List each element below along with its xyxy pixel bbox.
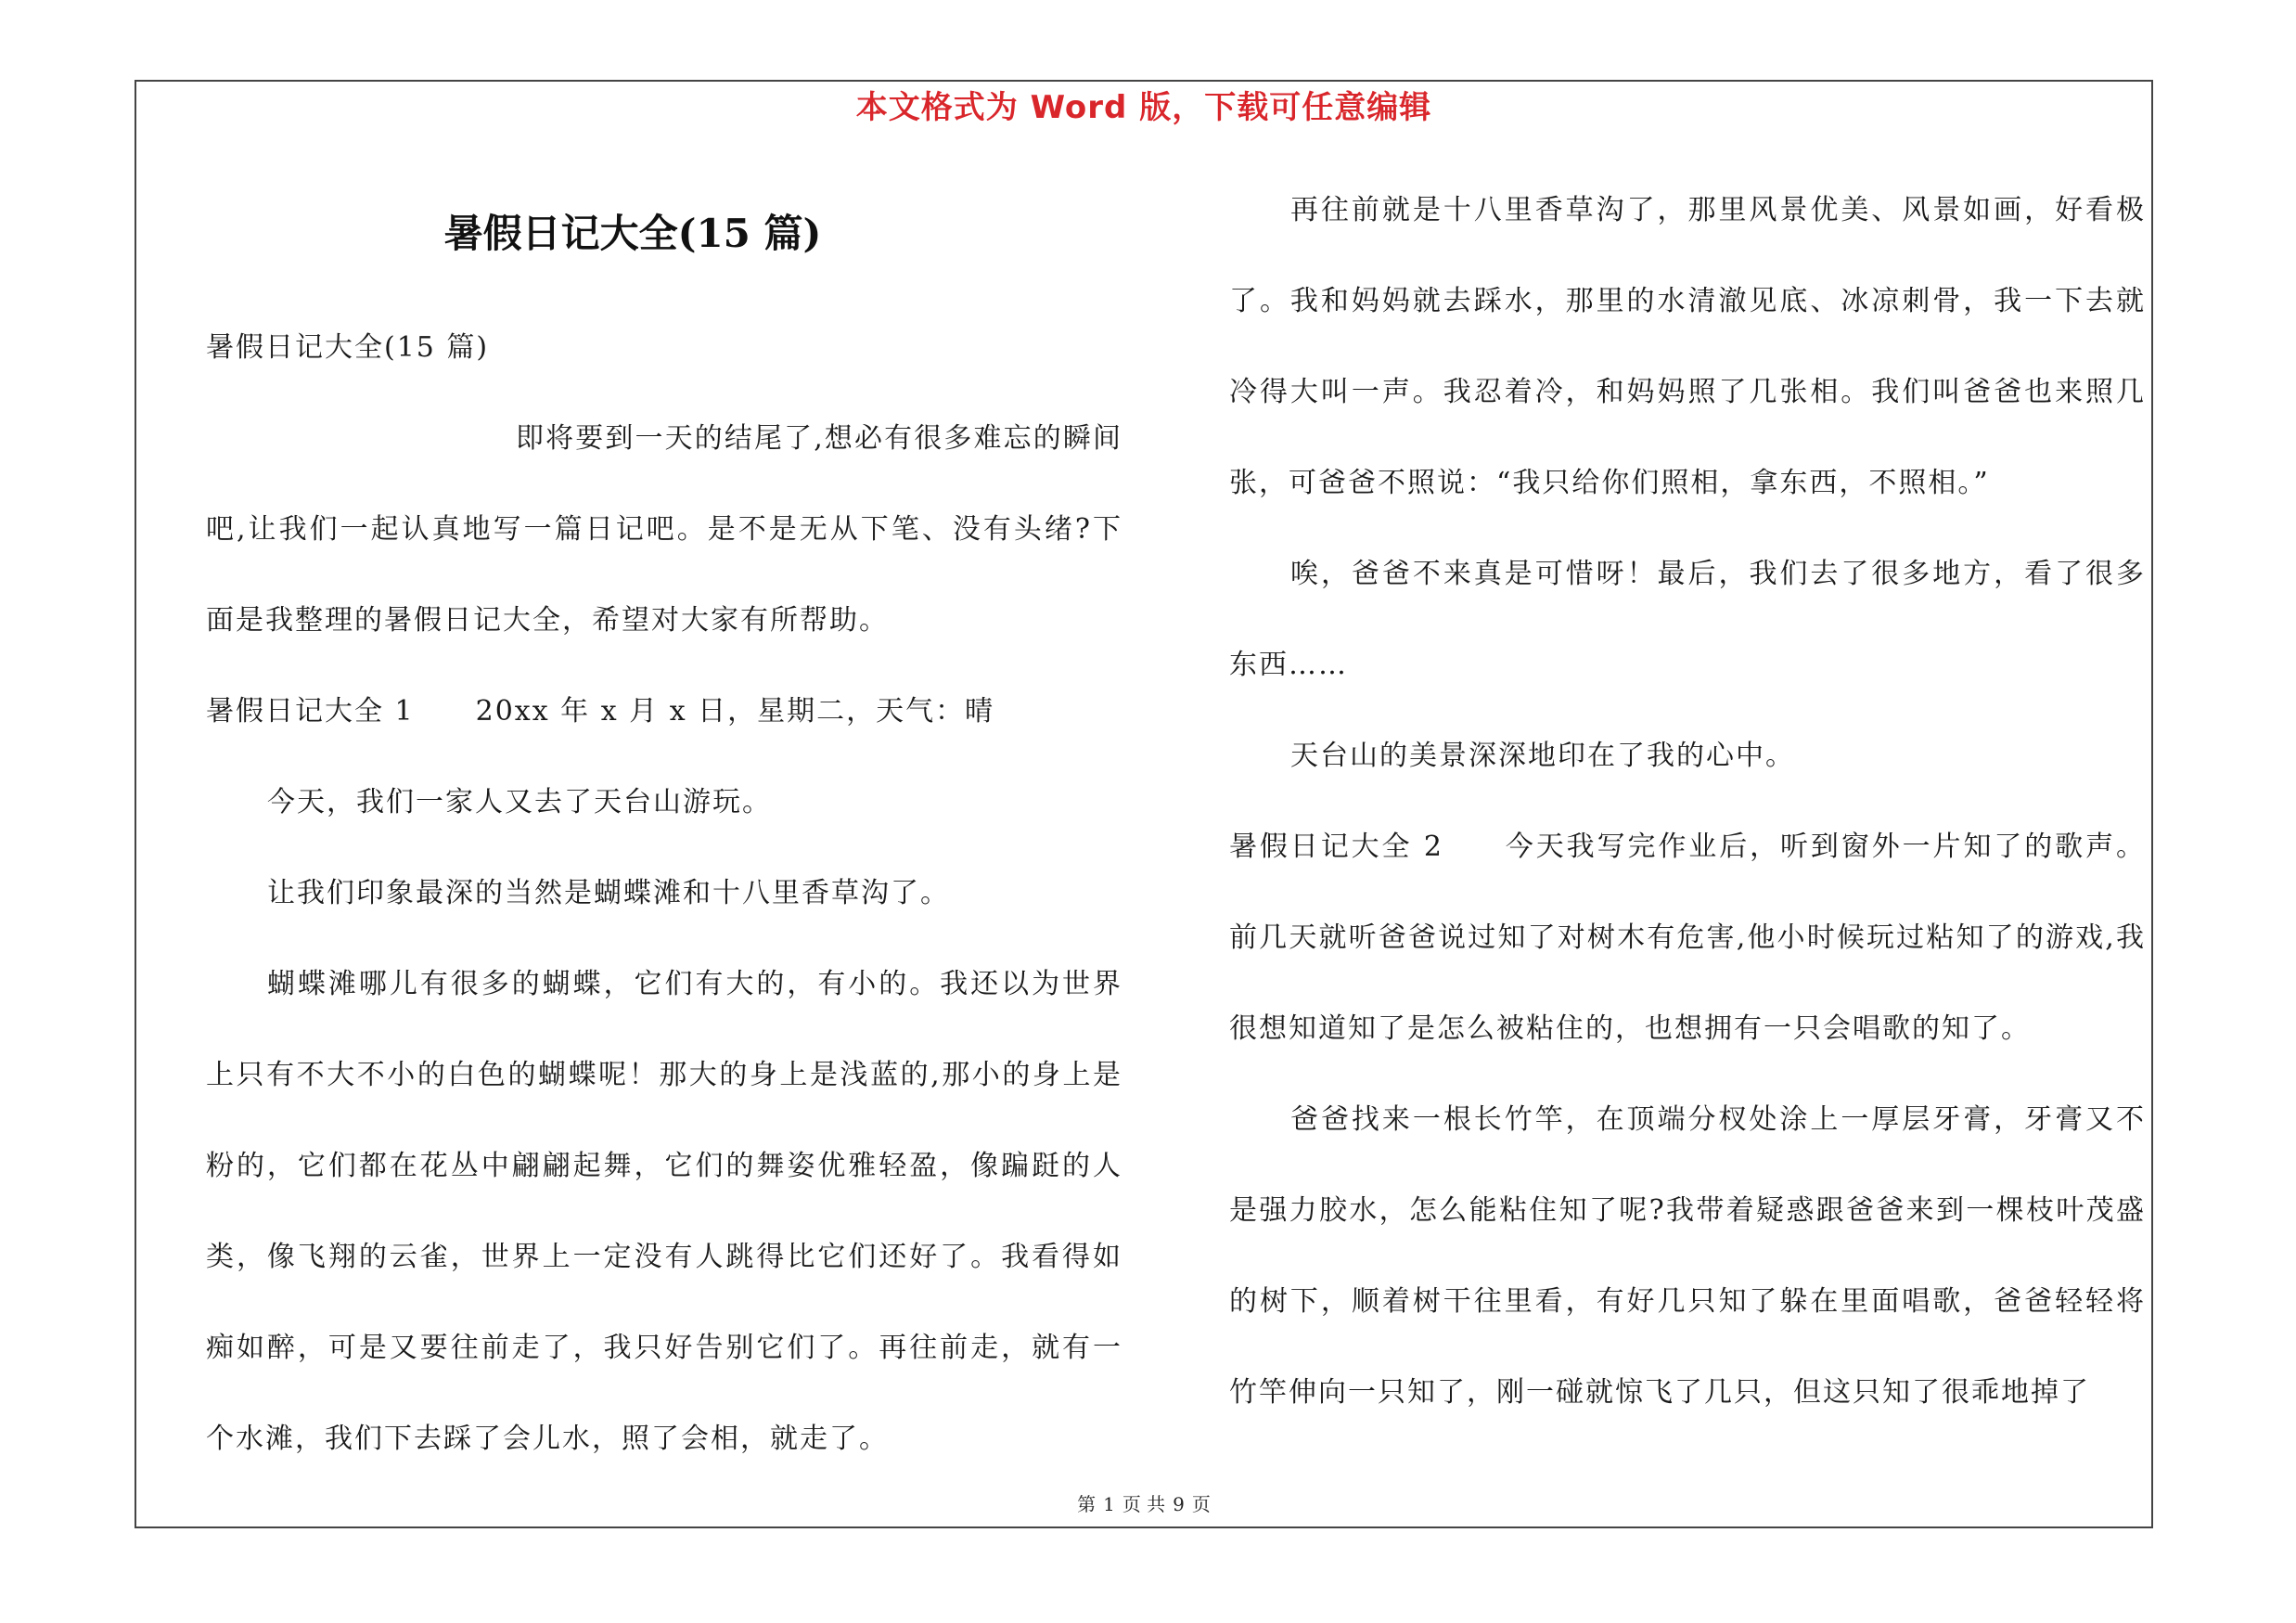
footer-prefix: 第	[1077, 1493, 1097, 1515]
entry-heading: 暑假日记大全 1	[206, 695, 415, 728]
left-column	[206, 303, 1122, 1485]
entry-heading: 暑假日记大全 2	[1229, 831, 1443, 863]
entry-block	[1229, 802, 2146, 1075]
entry-date: 20xx 年 x 月 x 日，星期二，天气：晴	[475, 695, 995, 728]
paragraph: 唉，爸爸不来真是可惜呀！最后，我们去了很多地方，看了很多东西……	[1229, 558, 2146, 681]
intro-paragraph: 即将要到一天的结尾了,想必有很多难忘的瞬间吧,让我们一起认真地写一篇日记吧。是不是无从下笔、没有头绪?下面是我整理的暑假日记大全，希望对大家有所帮助。	[206, 422, 1122, 637]
document-title: 暑假日记大全(15 篇)	[443, 211, 822, 256]
entry-text: 今天我写完作业后，听到窗外一片知了的歌声。前几天就听爸爸说过知了对树木有危害,他小时候玩过粘知了的游戏,我很想知道知了是怎么被粘住的，也想拥有一只会唱歌的知了。	[1229, 831, 2146, 1045]
paragraph: 让我们印象最深的当然是蝴蝶滩和十八里香草沟了。	[267, 877, 950, 909]
header-banner: 本文格式为 Word 版，下载可任意编辑	[855, 89, 1432, 126]
footer-middle: 页 共	[1122, 1493, 1166, 1515]
footer-page-number: 1	[1103, 1493, 1115, 1515]
right-column	[1229, 165, 2146, 1438]
page-footer	[135, 1490, 2153, 1518]
subtitle: 暑假日记大全(15 篇)	[206, 331, 490, 364]
paragraph: 今天，我们一家人又去了天台山游玩。	[267, 786, 772, 818]
entry-heading-line	[206, 666, 1122, 757]
paragraph: 爸爸找来一根长竹竿，在顶端分杈处涂上一厚层牙膏，牙膏又不是强力胶水，怎么能粘住知了呢?我带着疑惑跟爸爸来到一棵枝叶茂盛的树下，顺着树干往里看，有好几只知了躲在里面唱歌，爸爸轻轻将竹竿伸向一只知了，刚一碰就惊飞了几只，但这只知了很乖地掉了	[1229, 1103, 2146, 1409]
paragraph: 天台山的美景深深地印在了我的心中。	[1290, 740, 1795, 772]
paragraph: 再往前就是十八里香草沟了，那里风景优美、风景如画，好看极了。我和妈妈就去踩水，那里的水清澈见底、冰凉刺骨，我一下去就冷得大叫一声。我忍着冷，和妈妈照了几张相。我们叫爸爸也来照几张，可爸爸不照说：“我只给你们照相，拿东西，不照相。”	[1229, 194, 2146, 499]
paragraph: 蝴蝶滩哪儿有很多的蝴蝶，它们有大的，有小的。我还以为世界上只有不大不小的白色的蝴蝶呢！那大的身上是浅蓝的,那小的身上是粉的，它们都在花丛中翩翩起舞，它们的舞姿优雅轻盈，像蹁跹的人类，像飞翔的云雀，世界上一定没有人跳得比它们还好了。我看得如痴如醉，可是又要往前走了，我只好告别它们了。再往前走，就有一个水滩，我们下去踩了会儿水，照了会相，就走了。	[206, 968, 1122, 1455]
footer-suffix: 页	[1191, 1493, 1211, 1515]
footer-total-pages: 9	[1173, 1493, 1185, 1515]
